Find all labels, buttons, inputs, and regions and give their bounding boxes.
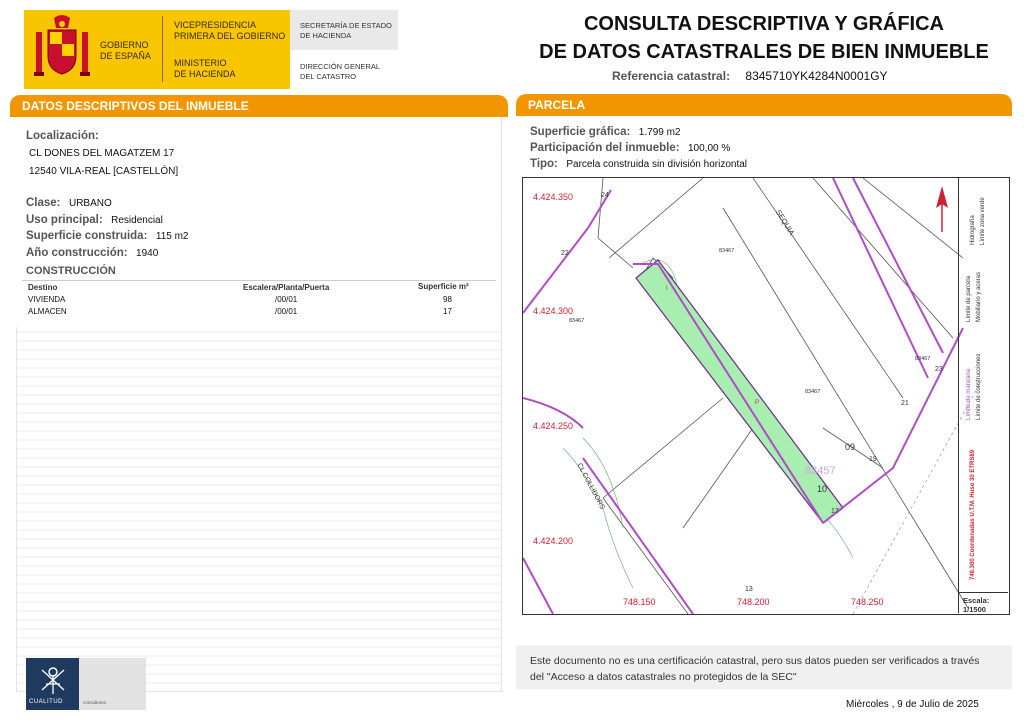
tipo-row bbox=[530, 154, 747, 172]
cualitud-subtitle: consultores bbox=[83, 700, 107, 705]
street-number: 10 bbox=[817, 484, 828, 494]
p-marker: P bbox=[755, 400, 760, 406]
table-divider bbox=[22, 280, 496, 281]
participacion-value: 100,00 % bbox=[688, 143, 731, 154]
coords-note: 748.300 Coordenadas U.T.M. Huso 30 ETRS89 bbox=[970, 449, 976, 580]
scale-divider bbox=[958, 592, 1008, 593]
col-planta: Escalera/Planta/Puerta bbox=[243, 283, 330, 292]
localizacion-label: Localización: bbox=[26, 130, 99, 142]
legend-hidrografia: Hidrografía bbox=[970, 215, 976, 245]
construccion-title: CONSTRUCCIÓN bbox=[26, 265, 116, 277]
street-number: 21 bbox=[901, 400, 909, 407]
table-row-planta: /00/01 bbox=[275, 307, 298, 316]
street-number: 23 bbox=[935, 366, 943, 373]
section-header-descriptivos: DATOS DESCRIPTIVOS DEL INMUEBLE bbox=[10, 95, 508, 117]
street-number: 09 bbox=[845, 442, 856, 452]
disclaimer-text: Este documento no es una certificación catastral, pero sus datos pueden ser verificados a través del "Acceso a datos catastrales no protegidos de la SEC" bbox=[530, 655, 980, 683]
superficie-grafica-label: Superficie gráfica: bbox=[530, 126, 631, 138]
uso-value: Residencial bbox=[111, 215, 163, 226]
reference-label: Referencia catastral: bbox=[612, 69, 731, 83]
scale-label: Escala: bbox=[963, 596, 990, 605]
legend-manzana: Límite de manzana bbox=[966, 368, 972, 420]
table-row-superficie: 98 bbox=[443, 295, 452, 304]
map-x-label: 748.200 bbox=[737, 597, 770, 607]
date-text: Miércoles , 9 de Julio de 2025 bbox=[846, 699, 979, 710]
gov-name: GOBIERNO DE ESPAÑA bbox=[100, 40, 151, 61]
participacion-label: Participación del inmueble: bbox=[530, 142, 680, 154]
legend-zona-verde: Límite zona verde bbox=[980, 197, 986, 245]
map-x-label: 748.250 bbox=[851, 597, 884, 607]
cualitud-wordmark: CUALITUD bbox=[29, 699, 64, 705]
legend-divider bbox=[958, 177, 959, 613]
clase-value: URBANO bbox=[68, 198, 112, 209]
direccion-text: DIRECCIÓN GENERAL DEL CATASTRO bbox=[300, 62, 381, 81]
street-number: 22 bbox=[561, 250, 569, 257]
street-number: 19 bbox=[869, 456, 877, 463]
map-y-label: 4.424.300 bbox=[533, 306, 574, 316]
tipo-value: Parcela construida sin división horizontal bbox=[566, 159, 748, 170]
parcel-id: 83467 bbox=[805, 389, 821, 395]
address-line-2: 12540 VILA-REAL [CASTELLÓN] bbox=[29, 166, 179, 177]
uso-label: Uso principal: bbox=[26, 214, 103, 226]
key-emblem-icon bbox=[38, 662, 68, 696]
parcel-id: 83467 bbox=[915, 356, 931, 362]
street-label: SEQUIA bbox=[773, 208, 797, 237]
map-y-label: 4.424.200 bbox=[533, 536, 574, 546]
map-y-label: 4.424.250 bbox=[533, 421, 574, 431]
legend-mobiliario: Mobiliario y aceras bbox=[976, 271, 982, 322]
superficie-grafica-value: 1.799 m2 bbox=[638, 127, 681, 138]
anio-label: Año construcción: bbox=[26, 247, 128, 259]
parcel-label: 83457 bbox=[805, 465, 836, 477]
tipo-label: Tipo: bbox=[530, 158, 558, 170]
clase-row bbox=[26, 193, 112, 211]
legend-parcela: Límite de parcela bbox=[966, 275, 972, 322]
page-title: CONSULTA DESCRIPTIVA Y GRÁFICA DE DATOS CATASTRALES DE BIEN INMUEBLE bbox=[539, 13, 989, 63]
street-number: 13 bbox=[745, 586, 753, 593]
parcel-id: 83467 bbox=[569, 318, 585, 324]
map-x-label: 748.150 bbox=[623, 597, 656, 607]
ministerio-text: MINISTERIO DE HACIENDA bbox=[174, 58, 236, 79]
street-number: 17 bbox=[831, 508, 839, 515]
legend-construcciones: Límite de construcciones bbox=[976, 353, 982, 420]
map-y-label: 4.424.350 bbox=[533, 192, 574, 202]
header-divider bbox=[162, 16, 163, 82]
section-header-parcela: PARCELA bbox=[516, 94, 1012, 116]
superficie-label: Superficie construida: bbox=[26, 230, 148, 242]
clase-label: Clase: bbox=[26, 197, 61, 209]
col-superficie: Superficie m² bbox=[418, 282, 469, 291]
table-row-destino: ALMACEN bbox=[28, 307, 67, 316]
street-number: 24 bbox=[601, 192, 609, 199]
street-label: CL COLLIDORS bbox=[575, 462, 606, 511]
vicepresidencia-text: VICEPRESIDENCIA PRIMERA DEL GOBIERNO bbox=[174, 20, 286, 41]
coat-of-arms-icon bbox=[32, 14, 92, 82]
superficie-value: 115 m2 bbox=[155, 231, 189, 242]
reference-row bbox=[612, 69, 888, 83]
table-row-planta: /00/01 bbox=[275, 295, 298, 304]
i-marker: I bbox=[666, 286, 668, 292]
table-row-destino: VIVIENDA bbox=[28, 295, 66, 304]
parcel-id: 83467 bbox=[719, 248, 735, 254]
col-destino: Destino bbox=[28, 283, 58, 292]
address-line-1: CL DONES DEL MAGATZEM 17 bbox=[29, 148, 175, 159]
superficie-row bbox=[26, 226, 189, 244]
secretaria-text: SECRETARÍA DE ESTADO DE HACIENDA bbox=[300, 21, 392, 40]
anio-value: 1940 bbox=[136, 248, 159, 259]
table-row-superficie: 17 bbox=[443, 307, 452, 316]
scale-value: 1/1500 bbox=[963, 605, 986, 614]
reference-value: 8345710YK4284N0001GY bbox=[745, 69, 888, 83]
anio-row bbox=[26, 243, 158, 261]
cadastral-map[interactable] bbox=[522, 177, 1010, 615]
north-arrow-icon bbox=[934, 186, 950, 232]
